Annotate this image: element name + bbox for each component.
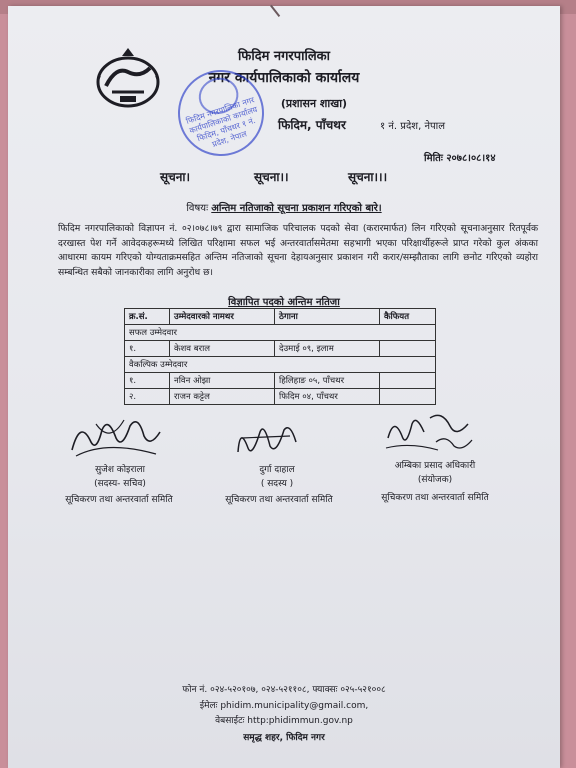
- notice-paper: [8, 6, 560, 768]
- cell-sn: १.: [125, 373, 170, 389]
- group-label-successful: सफल उम्मेदवार: [125, 325, 436, 341]
- signature-3-scribble: [380, 408, 480, 456]
- pin-string: [270, 5, 280, 17]
- cell-sn: २.: [125, 389, 170, 405]
- signature-2-scribble: [230, 418, 306, 462]
- table-row: [125, 389, 436, 405]
- office-name: नगर कार्यपालिकाको कार्यालय: [208, 70, 360, 86]
- signature-1-role: (सदस्य- सचिव): [94, 479, 146, 489]
- signature-1-name: सुजेश कोइराला: [95, 465, 145, 475]
- branch-name: (प्रशासन शाखा): [280, 97, 348, 110]
- subject-label: विषयः: [186, 203, 209, 214]
- col-header-remarks: कैफियत: [380, 309, 436, 325]
- office-location: फिदिम, पाँचथर: [278, 118, 346, 132]
- cell-name: राजन कट्टेल: [170, 389, 275, 405]
- cell-remarks: [380, 389, 436, 405]
- signature-2-name: दुर्गा दाहाल: [259, 465, 295, 475]
- group-row: [125, 325, 436, 341]
- subject-text: अन्तिम नतिजाको सूचना प्रकाशन गरिएको बारे।: [211, 203, 382, 214]
- footer-email: ईमेलः phidim.municipality@gmail.com,: [199, 701, 369, 711]
- municipality-name: फिदिम नगरपालिका: [237, 49, 331, 64]
- cell-address: हिलिहाङ ०५, पाँचथर: [275, 373, 380, 389]
- province-text: १ नं. प्रदेश, नेपाल: [380, 121, 446, 132]
- col-header-sn: क्र.सं.: [125, 309, 170, 325]
- group-row: [125, 357, 436, 373]
- cell-name: केशव बराल: [170, 341, 275, 357]
- table-row: [125, 373, 436, 389]
- notice-label-2: सूचना।।: [254, 170, 289, 184]
- subject-line: [8, 200, 560, 214]
- col-header-address: ठेगाना: [275, 309, 380, 325]
- notice-label-1: सूचना।: [160, 170, 191, 184]
- footer-motto: समृद्ध शहर, फिदिम नगर: [243, 733, 325, 743]
- signature-1-scribble: [66, 410, 166, 462]
- signature-2-role: ( सदस्य ): [260, 479, 294, 489]
- notice-label-3: सूचना।।।: [348, 170, 388, 184]
- signature-3-committee: सूचिकरण तथा अन्तरवार्ता समिति: [381, 493, 489, 503]
- signature-2-committee: सूचिकरण तथा अन्तरवार्ता समिति: [225, 495, 333, 505]
- signature-3-name: अम्बिका प्रसाद अधिकारी: [394, 461, 476, 471]
- signature-3-role: (संयोजक): [417, 475, 453, 485]
- stamp-text: फिदिम नगरपालिका नगर कार्यपालिकाको कार्यालय फिदिम, पाँचथर १ नं. प्रदेश, नेपाल: [184, 95, 259, 149]
- cell-sn: १.: [125, 341, 170, 357]
- notice-body: फिदिम नगरपालिकाको विज्ञापन नं. ०२।०७८।७९ द्वारा सामाजिक परिचालक पदको सेवा (करारमार्फत) लिन गरिएको सूचनाअनुसार रितपूर्वक दरखास्त पेश गर्ने आवेदकहरूमध्ये लिखित परिक्षामा सफल भई अन्तरवार्तासमेतमा सहभागी भएका परिक्षार्थीहरूले प्राप्त गरेको कुल अंकका आधारमा कायम गरिएको योग्यताक्रमसहित अन्तिम नतिजाको सूचना देहायअनुसार प्रकाशन गरी करार/सम्झौताका लागि छनोट गरिएको व्यहोरा सम्बन्धित सबैको जानकारीका लागि अनुरोध छ।: [58, 223, 538, 278]
- footer-phone: फोन नं. ०२४-५२०१०७, ०२४-५२११०८, फ्याक्सः ०२५-५२१००८: [182, 685, 386, 695]
- issue-date: मितिः २०७८।०८।१४: [424, 153, 496, 164]
- footer-website: वेबसाईटः http:phidimmun.gov.np: [215, 716, 353, 726]
- signature-1-committee: सूचिकरण तथा अन्तरवार्ता समिति: [65, 495, 173, 505]
- cell-remarks: [380, 373, 436, 389]
- results-table-title: विज्ञापित पदको अन्तिम नतिजा: [228, 297, 340, 308]
- cell-remarks: [380, 341, 436, 357]
- group-label-alternate: वैकल्पिक उम्मेदवार: [125, 357, 436, 373]
- cell-address: देउमाई ०९, इलाम: [275, 341, 380, 357]
- table-row: [125, 341, 436, 357]
- col-header-name: उम्मेदवारको नामथर: [170, 309, 275, 325]
- cell-address: फिदिम ०४, पाँचथर: [275, 389, 380, 405]
- cell-name: नविन ओझा: [170, 373, 275, 389]
- table-header-row: [125, 309, 436, 325]
- results-table: [124, 308, 436, 405]
